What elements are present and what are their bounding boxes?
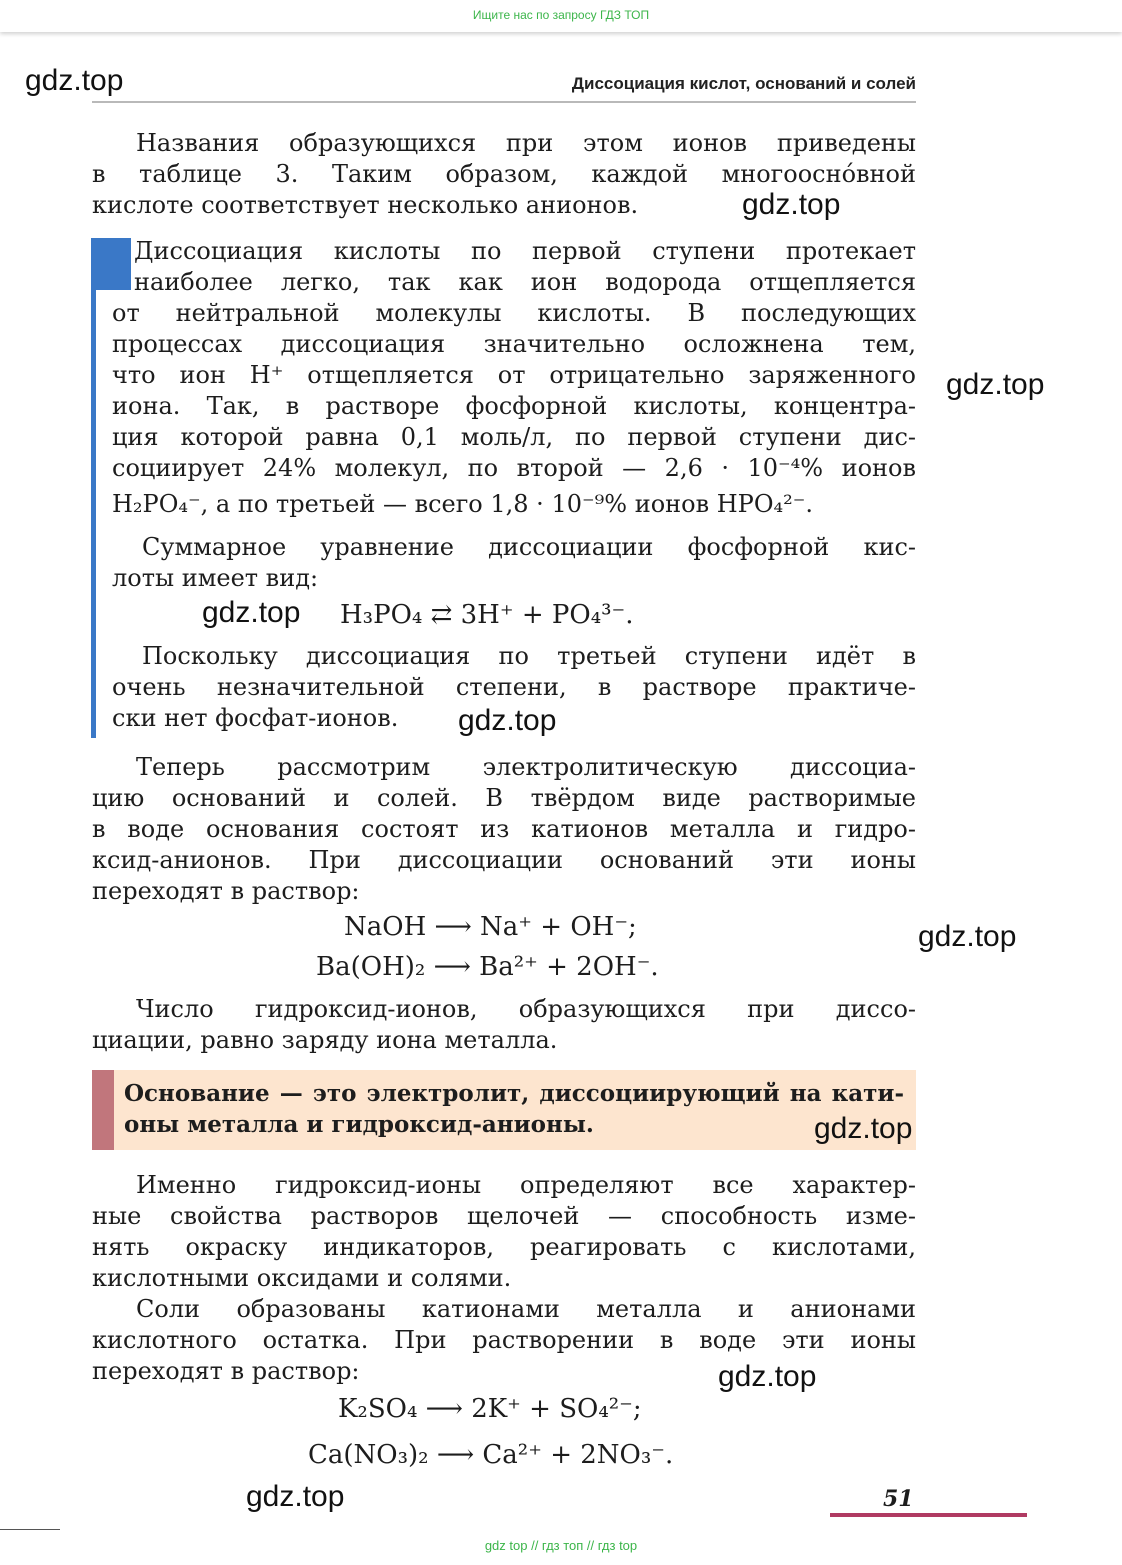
top-banner[interactable]: Ищите нас по запросу ГДЗ ТОП [0,0,1122,32]
text-line: ксид-анионов. При диссоциации оснований эти ионы [92,846,916,874]
text-line: Основание — это электролит, диссоциирующий на кати- [124,1080,904,1107]
equation-k2so4: K₂SO₄ ⟶ 2K⁺ + SO₄²⁻; [338,1394,642,1424]
page-number: 51 [883,1486,914,1512]
side-accent-bar [91,240,96,738]
text-line: Поскольку диссоциация по третьей ступени идёт в [142,642,916,670]
text-line: переходят в раствор: [92,1357,360,1385]
watermark: gdz.top [202,596,301,629]
text-line: Диссоциация кислоты по первой ступени протекает [134,237,916,265]
text-line: ски нет фосфат-ионов. [112,704,399,732]
paragraph-5 [92,752,916,907]
text-line: оны металла и гидроксид-анионы. [124,1111,594,1138]
text-line: ция которой равна 0,1 моль/л, по первой ступени дис- [112,423,916,451]
equation-cano32: Ca(NO₃)₂ ⟶ Ca²⁺ + 2NO₃⁻. [308,1440,674,1470]
watermark: gdz.top [458,704,557,737]
page-header: Диссоциация кислот, оснований и солей [571,74,916,93]
watermark: gdz.top [742,188,841,221]
paragraph-7 [92,1170,916,1294]
text-line: ные свойства растворов щелочей — способность изме- [92,1202,916,1230]
text-line: Суммарное уравнение диссоциации фосфорной кис- [142,533,916,561]
paragraph-6 [92,994,916,1056]
text-line: цию оснований и солей. В твёрдом виде растворимые [92,784,916,812]
text-line: Теперь рассмотрим электролитическую диссоциа- [136,753,916,781]
equation-phosphoric-acid: H₃PO₄ ⇄ 3H⁺ + PO₄³⁻. [340,600,634,630]
text-line: очень незначительной степени, в растворе практиче- [112,673,916,701]
text-line: Соли образованы катионами металла и анионами [136,1295,916,1323]
text-line: Именно гидроксид-ионы определяют все характер- [136,1171,916,1199]
text-line: кислотного остатка. При растворении в воде эти ионы [92,1326,916,1354]
watermark: gdz.top [718,1360,817,1393]
text-line: лоты имеет вид: [112,564,319,592]
text-line: циации, равно заряду иона металла. [92,1026,558,1054]
text-line: переходят в раствор: [92,877,360,905]
equation-baoh2: Ba(OH)₂ ⟶ Ba²⁺ + 2OH⁻. [316,952,659,982]
text-line: Названия образующихся при этом ионов приведены [136,129,916,157]
definition-text [124,1078,904,1140]
equation-naoh: NaOH ⟶ Na⁺ + OH⁻; [344,912,637,942]
text-line: в воде основания состоят из катионов металла и гидро- [92,815,916,843]
paragraph-2 [112,236,916,524]
watermark: gdz.top [918,920,1017,953]
bottom-left-rule [0,1529,60,1530]
watermark: gdz.top [246,1480,345,1513]
watermark: gdz.top [946,368,1045,401]
text-line: кислотными оксидами и солями. [92,1264,512,1292]
text-line: наиболее легко, так как ион водорода отщепляется [134,268,916,296]
watermark: gdz.top [25,64,124,97]
footer-links[interactable]: gdz top // гдз топ // гдз top [484,1538,638,1553]
text-line: H₂PO₄⁻, а по третьей — всего 1,8 · 10⁻⁹% ионов HPO₄²⁻. [112,490,814,518]
text-line: от нейтральной молекулы кислоты. В последующих [112,299,916,327]
text-line: социирует 24% молекул, по второй — 2,6 · 10⁻⁴% ионов [112,454,916,482]
paragraph-3 [112,532,916,594]
text-line: Число гидроксид-ионов, образующихся при диссо- [136,995,916,1023]
text-line: нять окраску индикаторов, реагировать с кислотами, [92,1233,916,1261]
text-line: иона. Так, в растворе фосфорной кислоты, концентра- [112,392,916,420]
text-line: кислоте соответствует несколько анионов. [92,191,639,219]
text-line: что ион H⁺ отщепляется от отрицательно заряженного [112,361,916,389]
text-line: процессах диссоциация значительно осложнена тем, [112,330,916,358]
page-number-rule [830,1513,1027,1517]
text-line: в таблице 3. Таким образом, каждой многоосно́вной [92,160,916,188]
watermark: gdz.top [814,1112,913,1145]
header-rule [92,101,916,103]
definition-accent-bar [92,1070,114,1150]
